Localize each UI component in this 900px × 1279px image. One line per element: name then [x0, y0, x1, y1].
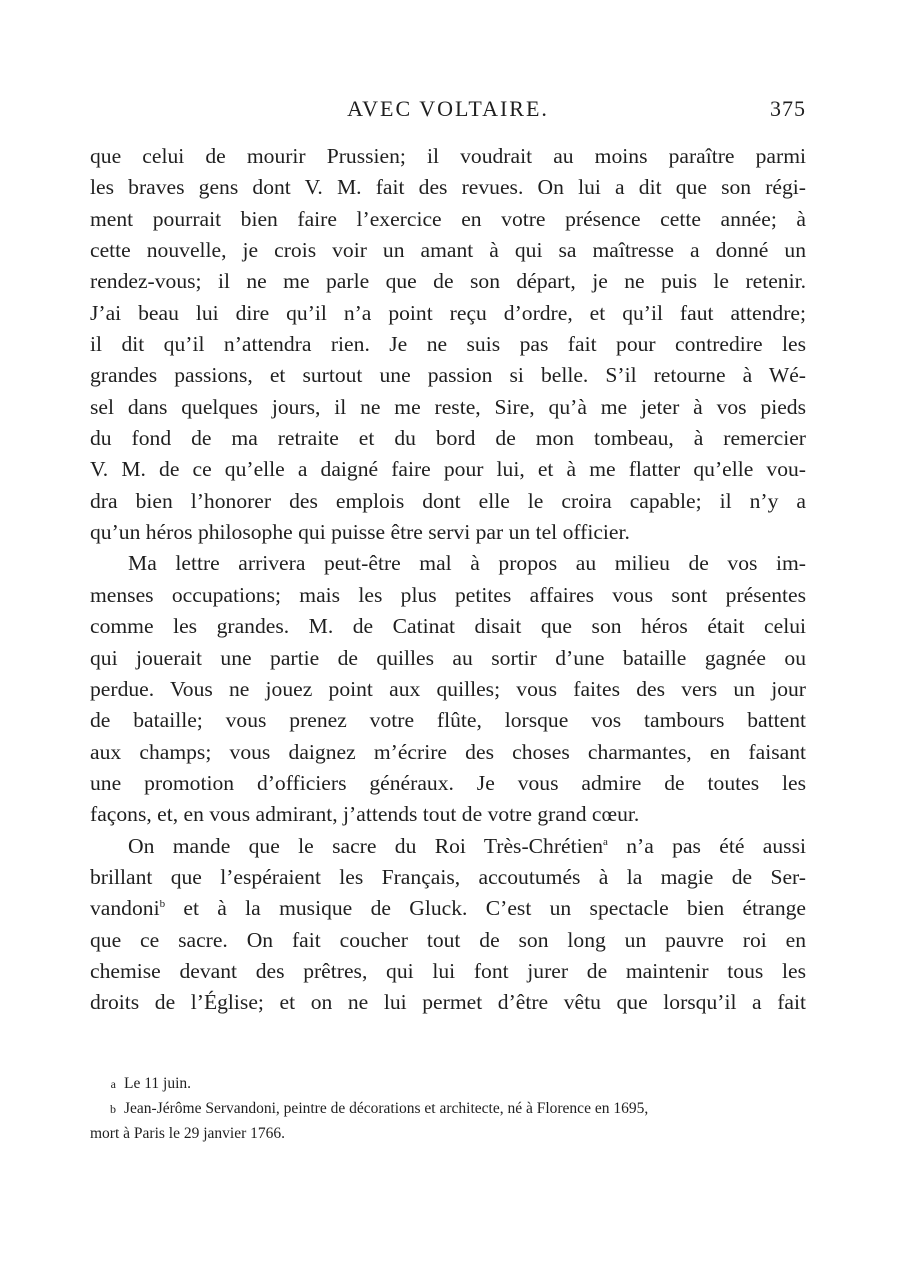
body-text [90, 141, 806, 1019]
page-number: 375 [770, 96, 806, 121]
text-line: du fond de ma retraite et du bord de mon tombeau, à remercier [90, 426, 806, 451]
text-line: que ce sacre. On fait coucher tout de son long un pauvre roi en [90, 927, 806, 952]
text-line: ment pourrait bien faire l’exercice en votre présence cette année; à [90, 206, 806, 231]
text-line: il dit qu’il n’attendra rien. Je ne suis pas fait pour contredire les [90, 332, 806, 357]
text-segment: n’a pas été aussi [607, 833, 806, 858]
footnote-reference-a: a [603, 835, 608, 848]
text-segment: et à la musique de Gluck. C’est un spectacle bien étrange [165, 896, 806, 921]
text-line: qu’un héros philosophe qui puisse être servi par un tel officier. [90, 520, 630, 545]
text-line: brillant que l’espéraient les Français, accoutumés à la magie de Ser- [90, 864, 806, 889]
text-line: façons, et, en vous admirant, j’attends tout de votre grand cœur. [90, 802, 640, 827]
footnote-text: Jean-Jérôme Servandoni, peintre de décorations et architecte, né à Florence en 1695, [124, 1100, 649, 1117]
text-line: droits de l’Église; et on ne lui permet d’être vêtu que lorsqu’il a fait [90, 990, 806, 1015]
text-line: que celui de mourir Prussien; il voudrait au moins paraître parmi [90, 144, 806, 168]
text-line: aux champs; vous daignez m’écrire des choses charmantes, en faisant [90, 739, 806, 764]
text-line: une promotion d’officiers généraux. Je vous admire de toutes les [90, 770, 806, 795]
text-line: Ma lettre arrivera peut-être mal à propos au milieu de vos im- [128, 551, 806, 576]
text-line: V. M. de ce qu’elle a daigné faire pour lui, et à me flatter qu’elle vou- [90, 457, 806, 482]
text-line: perdue. Vous ne jouez point aux quilles; vous faites des vers un jour [90, 676, 806, 701]
text-line: chemise devant des prêtres, qui lui font jurer de maintenir tous les [90, 958, 806, 983]
running-title: AVEC VOLTAIRE. [347, 96, 549, 121]
text-line: grandes passions, et surtout une passion si belle. S’il retourne à Wé- [90, 363, 806, 388]
text-segment: vandoni [90, 896, 160, 921]
footnote-b-continuation: mort à Paris le 29 janvier 1766. [90, 1125, 285, 1142]
footnote-marker: b [110, 1102, 116, 1116]
footnotes [90, 1071, 806, 1146]
text-segment: On mande que le sacre du Roi Très-Chrétien [128, 833, 604, 858]
footnote-reference-b: b [159, 898, 166, 911]
text-line: cette nouvelle, je crois voir un amant à qui sa maîtresse a donné un [90, 238, 806, 263]
text-line [90, 893, 806, 924]
text-line: rendez-vous; il ne me parle que de son départ, je ne puis le retenir. [90, 269, 806, 294]
text-line: dra bien l’honorer des emplois dont elle le croira capable; il n’y a [90, 488, 806, 513]
text-line: comme les grandes. M. de Catinat disait que son héros était celui [90, 614, 806, 639]
text-line: menses occupations; mais les plus petites affaires vous sont présentes [90, 582, 806, 607]
text-line: qui jouerait une partie de quilles au sortir d’une bataille gagnée ou [90, 645, 806, 670]
text-line: de bataille; vous prenez votre flûte, lorsque vos tambours battent [90, 708, 806, 733]
running-head [90, 96, 806, 126]
footnote-text: Le 11 juin. [124, 1075, 192, 1092]
text-line: les braves gens dont V. M. fait des revues. On lui a dit que son régi- [90, 175, 806, 200]
text-line [90, 831, 806, 862]
text-line: J’ai beau lui dire qu’il n’a point reçu d’ordre, et qu’il faut attendre; [90, 300, 806, 325]
footnote-marker: a [110, 1077, 116, 1091]
footnote-a [90, 1071, 806, 1096]
footnote-b [90, 1096, 806, 1121]
text-line: sel dans quelques jours, il ne me reste, Sire, qu’à me jeter à vos pieds [90, 394, 806, 419]
